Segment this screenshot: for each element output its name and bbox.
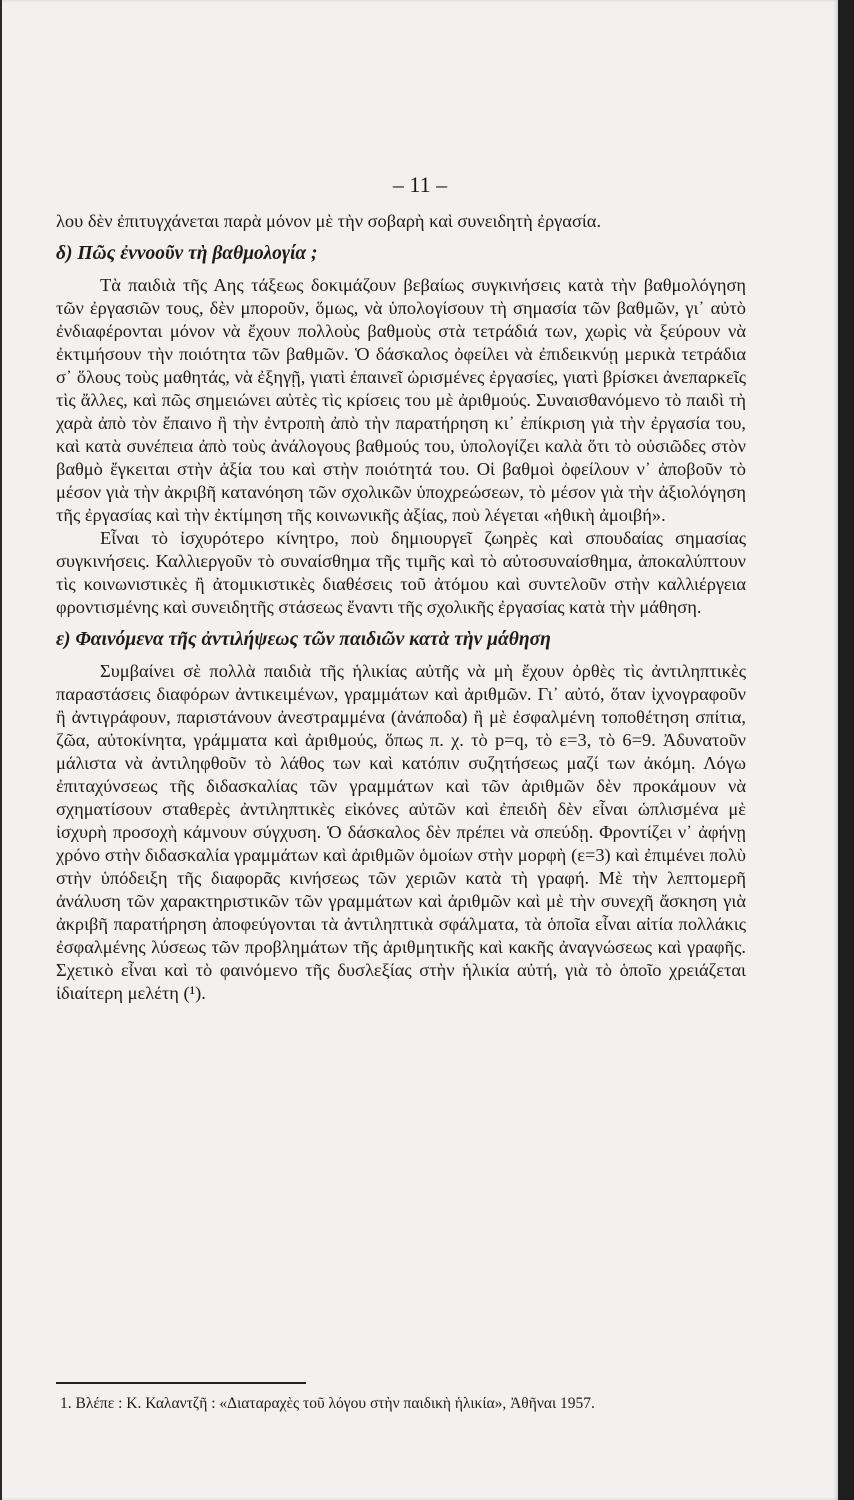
section-heading-epsilon: ε) Φαινόμενα τῆς ἀντιλήψεως τῶν παιδιῶν κατὰ τὴν μάθηση — [56, 629, 551, 650]
section-heading-delta: δ) Πῶς ἐννοοῦν τὴ βαθμολογία ; — [56, 243, 318, 264]
footnote-divider — [56, 1382, 306, 1384]
page-body — [56, 210, 746, 1005]
footnote: 1. Βλέπε : Κ. Καλαντζῆ : «Διαταραχὲς τοῦ λόγου στὴν παιδικὴ ἡλικία», Ἀθῆναι 1957. — [60, 1395, 595, 1412]
scan-border — [838, 0, 854, 1500]
paragraph-delta-1: Τὰ παιδιὰ τῆς Αης τάξεως δοκιμάζουν βεβαίως συγκινήσεις κατὰ τὴν βαθμολόγηση τῶν ἐργασιῶν τους, δὲν μποροῦν, ὅμως, νὰ ὑπολογίσουν τὴ σημασία τῶν βαθμῶν, γι᾽ αὐτὸ ἐνδιαφέρονται μόνον νὰ ἔχουν πολλοὺς βαθμοὺς στὰ τετράδιά των, χωρὶς νὰ ξεύρουν νὰ ἐκτιμήσουν τὴν ποιότητα τῶν βαθμῶν. Ὁ δάσκαλος ὀφείλει νὰ ἐπιδεικνύῃ μερικὰ τετράδια σ᾽ ὅλους τοὺς μαθητάς, νὰ ἐξηγῇ, γιατὶ ἐπαινεῖ ὡρισμένες ἐργασίες, γιατὶ βρίσκει ἀνεπαρκεῖς τὶς ἄλλες, καὶ πῶς σημειώνει αὐτὲς τὶς κρίσεις του μὲ ἀριθμούς. Συναισθανόμενο τὸ παιδὶ τὴ χαρὰ ἀπὸ τὸν ἔπαινο ἢ τὴν ἐντροπὴ ἀπὸ τὴν παρατήρηση κι᾽ ἐπίκριση γιὰ τὴν ἐργασία του, καὶ κατὰ συνέπεια ἀπὸ τοὺς ἀνάλογους βαθμούς του, ὑπολογίζει καλὰ ὅτι τὸ οὐσιῶδες στὸν βαθμὸ ἔγκειται στὴν ἀξία του καὶ στὴν ποιότητά του. Οἱ βαθμοὶ ὀφείλουν ν᾽ ἀποβοῦν τὸ μέσον γιὰ τὴν ἀκριβῆ κατανόηση τῶν σχολικῶν ὑποχρεώσεων, τὸ μέσον γιὰ τὴν ἀξιολόγηση τῆς ἐργασίας καὶ τὴν ἐκτίμηση τῆς κοινωνικῆς ἀξίας, ποὺ λέγεται «ἠθικὴ ἀμοιβή». — [56, 275, 746, 525]
page-number: – 11 – — [392, 172, 448, 197]
paragraph-delta-2: Εἶναι τὸ ἰσχυρότερο κίνητρο, ποὺ δημιουργεῖ ζωηρὲς καὶ σπουδαίας σημασίας συγκινήσεις. Καλλιεργοῦν τὸ συναίσθημα τῆς τιμῆς καὶ τὸ αὐτοσυναίσθημα, ἀποκαλύπτουν τὶς κοινωνιστικὲς ἢ ἀτομικιστικὲς διαθέσεις τοῦ ἀτόμου καὶ συντελοῦν στὴν καλλιέργεια φροντισμένης καὶ συνειδητῆς στάσεως ἔναντι τῆς σχολικῆς ἐργασίας κατὰ τὴν μάθηση. — [56, 528, 746, 617]
paragraph-epsilon: Συμβαίνει σὲ πολλὰ παιδιὰ τῆς ἡλικίας αὐτῆς νὰ μὴ ἔχουν ὀρθὲς τὶς ἀντιληπτικὲς παραστάσεις διαφόρων ἀντικειμένων, γραμμάτων καὶ ἀριθμῶν. Γι᾽ αὐτό, ὅταν ἰχνογραφοῦν ἢ ἀντιγράφουν, παριστάνουν ἀνεστραμμένα (ἀνάποδα) ἢ μὲ ἐσφαλμένη τοποθέτηση σπίτια, ζῶα, αὐτοκίνητα, γράμματα καὶ ἀριθμούς, ὅπως π. χ. τὸ p=q, τὸ ε=3, τὸ 6=9. Ἀδυνατοῦν μάλιστα νὰ ἀντιληφθοῦν τὸ λάθος των καὶ κατόπιν συζητήσεως μαζί των ἀκόμη. Λόγω ἐπιταχύνσεως τῆς διδασκαλίας τῶν γραμμάτων καὶ τῶν ἀριθμῶν δὲν προκάμουν νὰ σχηματίσουν σταθερὲς ἀντιληπτικὲς εἰκόνες αὐτῶν καὶ ἐπειδὴ δὲν εἶναι ὡπλισμένα μὲ ἰσχυρὴ προσοχὴ κάμνουν σύγχυση. Ὁ δάσκαλος δὲν πρέπει νὰ σπεύδῃ. Φροντίζει ν᾽ ἀφήνῃ χρόνο στὴν διδασκαλία γραμμάτων καὶ ἀριθμῶν ὁμοίων στὴν μορφὴ (ε=3) καὶ ἐπιμένει πολὺ στὴν ὑπόδειξη τῆς διαφορᾶς κινήσεως τῶν χεριῶν κατὰ τὴ γραφή. Μὲ τὴν λεπτομερῆ ἀνάλυση τῶν χαρακτηριστικῶν τῶν γραμμάτων καὶ ἀριθμῶν καὶ μὲ τὴν συνεχῆ ἄσκηση γιὰ ἀκριβῆ παρατήρηση ἀποφεύγονται τὰ ἀντιληπτικὰ σφάλματα, τὰ ὁποῖα εἶναι αἰτία πολλάκις ἐσφαλμένης λύσεως τῶν προβλημάτων τῆς ἀριθμητικῆς καὶ κακῆς ἀναγνώσεως καὶ γραφῆς. Σχετικὸ εἶναι καὶ τὸ φαινόμενο τῆς δυσλεξίας στὴν ἡλικία αὐτή, γιὰ τὸ ὁποῖο χρειάζεται ἰδιαίτερη μελέτη (¹). — [56, 661, 746, 1003]
book-page — [2, 0, 838, 1500]
paragraph-continuation: λου δὲν ἐπιτυγχάνεται παρὰ μόνον μὲ τὴν σοβαρὴ καὶ συνειδητὴ ἐργασία. — [56, 211, 602, 231]
